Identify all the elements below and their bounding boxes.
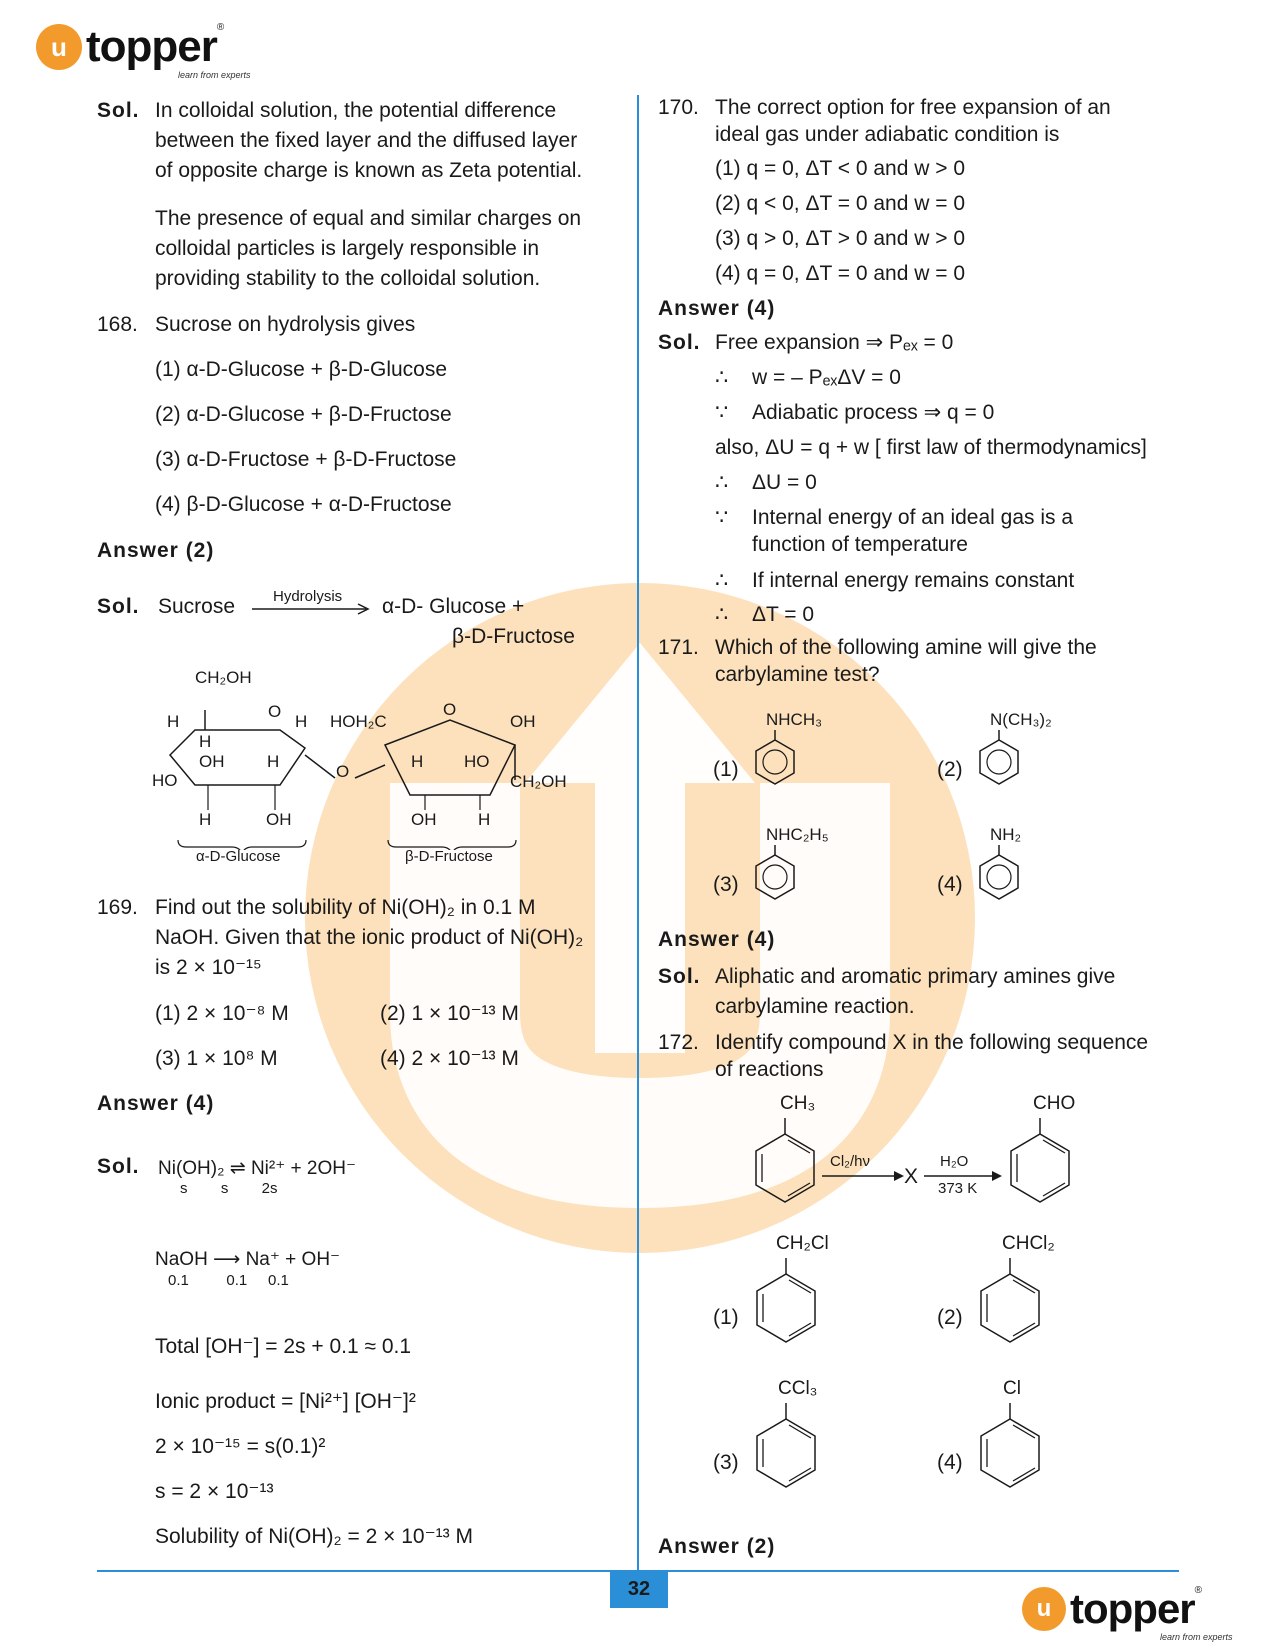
q170-option: (1) q = 0, ΔT < 0 and w > 0 bbox=[715, 157, 966, 180]
hydrolysis-label: Hydrolysis bbox=[273, 588, 343, 605]
q171-sol-label: Sol. bbox=[658, 965, 701, 988]
q171-number: 171. bbox=[658, 636, 699, 659]
therefore-symbol: ∴ bbox=[715, 366, 729, 389]
q169-eq2-sub: 0.1 0.1 0.1 bbox=[168, 1272, 289, 1289]
glc-h2: H bbox=[295, 712, 308, 731]
q170-line: ideal gas under adiabatic condition is bbox=[715, 123, 1060, 146]
glc-h4: H bbox=[267, 752, 280, 771]
q171-answer: Answer (4) bbox=[658, 928, 776, 951]
column-divider bbox=[637, 95, 639, 1585]
fructose-caption: β-D-Fructose bbox=[405, 848, 493, 865]
therefore-symbol: ∴ bbox=[715, 471, 729, 494]
q172-option-sub: CCl₃ bbox=[778, 1378, 818, 1399]
q171-line: Which of the following amine will give the bbox=[715, 636, 1097, 659]
because-symbol: ∵ bbox=[715, 401, 729, 424]
q170-l6a: Internal energy of an ideal gas is a bbox=[752, 506, 1074, 529]
benzene-ring-icon bbox=[750, 1118, 820, 1208]
q171-label: (1) bbox=[713, 758, 739, 781]
benzene-ring-icon bbox=[976, 730, 1022, 786]
q169-calc1: 2 × 10⁻¹⁵ = s(0.1)² bbox=[155, 1435, 326, 1458]
q172-option-sub: CH₂Cl bbox=[776, 1233, 829, 1254]
header-logo bbox=[36, 22, 224, 72]
q170-l4: also, ΔU = q + w [ first law of thermodynamics] bbox=[715, 436, 1147, 459]
q172-answer: Answer (2) bbox=[658, 1535, 776, 1558]
logo-word: topper bbox=[1070, 1585, 1195, 1632]
benzene-ring-icon bbox=[976, 845, 1022, 901]
q171-sub: N(CH₃)₂ bbox=[990, 710, 1052, 729]
benzene-ring-icon bbox=[752, 730, 798, 786]
glc-oh1: OH bbox=[199, 752, 225, 771]
therefore-symbol: ∴ bbox=[715, 603, 729, 626]
glc-h5: H bbox=[199, 810, 212, 829]
benzene-ring-icon bbox=[975, 1403, 1045, 1493]
stability-line: colloidal particles is largely responsible in bbox=[155, 237, 540, 260]
q169-answer: Answer (4) bbox=[97, 1092, 215, 1115]
logo-word: topper bbox=[86, 22, 217, 71]
product-fructose: β-D-Fructose bbox=[452, 625, 575, 648]
fru-h1: H bbox=[411, 752, 424, 771]
glc-ch2oh: CH₂OH bbox=[195, 668, 252, 687]
q169-line: NaOH. Given that the ionic product of Ni(OH)₂ bbox=[155, 926, 584, 949]
q169-ionic: Ionic product = [Ni²⁺] [OH⁻]² bbox=[155, 1390, 416, 1413]
q170-l8: ΔT = 0 bbox=[752, 603, 815, 626]
glc-oh2: OH bbox=[266, 810, 292, 829]
hydrolysis-arrow bbox=[252, 602, 374, 616]
logo-tagline: learn from experts bbox=[1160, 1632, 1233, 1642]
page-number-box bbox=[610, 1570, 668, 1608]
fru-hoh2c: HOH₂C bbox=[330, 712, 387, 731]
fru-h2: H bbox=[478, 810, 491, 829]
product-glucose: α-D- Glucose + bbox=[382, 595, 525, 618]
q172-line: Identify compound X in the following sequence bbox=[715, 1031, 1149, 1054]
fru-o: O bbox=[443, 700, 457, 719]
q169-line: Find out the solubility of Ni(OH)₂ in 0.1 M bbox=[155, 896, 536, 919]
benzene-ring-icon bbox=[751, 1258, 821, 1348]
q168-sol-label: Sol. bbox=[97, 595, 140, 618]
q170-l7: If internal energy remains constant bbox=[752, 569, 1075, 592]
q169-line: is 2 × 10⁻¹⁵ bbox=[155, 956, 262, 979]
zeta-line: In colloidal solution, the potential difference bbox=[155, 99, 557, 122]
q169-total: Total [OH⁻] = 2s + 0.1 ≈ 0.1 bbox=[155, 1335, 412, 1358]
q171-sub: NH₂ bbox=[990, 825, 1022, 844]
q169-eq1: Ni(OH)₂ ⇌ Ni²⁺ + 2OH⁻ bbox=[158, 1158, 356, 1179]
q169-calc2: s = 2 × 10⁻¹³ bbox=[155, 1480, 274, 1503]
q172-option-sub: Cl bbox=[1003, 1378, 1021, 1399]
q171-sol-line: carbylamine reaction. bbox=[715, 995, 915, 1018]
q171-label: (3) bbox=[713, 873, 739, 896]
fru-ch2oh: CH₂OH bbox=[510, 772, 567, 791]
fru-oh1: OH bbox=[510, 712, 536, 731]
q169-eq2: NaOH ⟶ Na⁺ + OH⁻ bbox=[155, 1249, 341, 1270]
therefore-symbol: ∴ bbox=[715, 569, 729, 592]
q169-eq1-sub: s s 2s bbox=[180, 1180, 278, 1197]
q172-number: 172. bbox=[658, 1031, 699, 1054]
glucose-caption: α-D-Glucose bbox=[196, 848, 281, 865]
q172-reagent2b: 373 K bbox=[938, 1180, 978, 1197]
q170-l3: Adiabatic process ⇒ q = 0 bbox=[752, 401, 995, 424]
zeta-line: of opposite charge is known as Zeta potential. bbox=[155, 159, 583, 182]
stability-line: providing stability to the colloidal solution. bbox=[155, 267, 541, 290]
q172-option-sub: CHCl₂ bbox=[1002, 1233, 1055, 1254]
glc-bridge-o: O bbox=[336, 762, 350, 781]
glc-h1: H bbox=[167, 712, 180, 731]
q170-sol1: Free expansion ⇒ Pₑₓ = 0 bbox=[715, 331, 954, 354]
q168-option: (1) α-D-Glucose + β-D-Glucose bbox=[155, 358, 448, 381]
q172-product-sub: CHO bbox=[1033, 1093, 1076, 1114]
glc-h3: H bbox=[199, 732, 212, 751]
q170-l2: w = – PₑₓΔV = 0 bbox=[752, 366, 901, 389]
benzene-ring-icon bbox=[975, 1258, 1045, 1348]
q170-line: The correct option for free expansion of an bbox=[715, 96, 1111, 119]
q169-number: 169. bbox=[97, 896, 138, 919]
q168-answer: Answer (2) bbox=[97, 539, 215, 562]
q170-option: (4) q = 0, ΔT = 0 and w = 0 bbox=[715, 262, 966, 285]
q168-option: (4) β-D-Glucose + α-D-Fructose bbox=[155, 493, 452, 516]
q168-option: (2) α-D-Glucose + β-D-Fructose bbox=[155, 403, 452, 426]
q170-option: (2) q < 0, ΔT = 0 and w = 0 bbox=[715, 192, 966, 215]
stability-line: The presence of equal and similar charges on bbox=[155, 207, 582, 230]
sol-label: Sol. bbox=[97, 99, 140, 122]
logo-reg: ® bbox=[216, 22, 225, 33]
reaction-arrow bbox=[822, 1170, 906, 1182]
logo-reg: ® bbox=[1194, 1585, 1203, 1596]
q172-label: (3) bbox=[713, 1451, 739, 1474]
q168-text: Sucrose on hydrolysis gives bbox=[155, 313, 416, 336]
footer-logo bbox=[1022, 1585, 1202, 1633]
q169-solubility: Solubility of Ni(OH)₂ = 2 × 10⁻¹³ M bbox=[155, 1525, 473, 1548]
q172-reactant-sub: CH₃ bbox=[780, 1093, 816, 1114]
q168-number: 168. bbox=[97, 313, 138, 336]
q169-option: (4) 2 × 10⁻¹³ M bbox=[380, 1047, 519, 1070]
q170-number: 170. bbox=[658, 96, 699, 119]
q168-option: (3) α-D-Fructose + β-D-Fructose bbox=[155, 448, 457, 471]
logo-tagline: learn from experts bbox=[178, 70, 251, 80]
q169-option: (1) 2 × 10⁻⁸ M bbox=[155, 1002, 289, 1025]
q169-sol-label: Sol. bbox=[97, 1155, 140, 1178]
zeta-line: between the fixed layer and the diffused layer bbox=[155, 129, 578, 152]
logo-u-icon: u bbox=[1022, 1587, 1066, 1631]
because-symbol: ∵ bbox=[715, 506, 729, 529]
q169-option: (3) 1 × 10⁸ M bbox=[155, 1047, 278, 1070]
q172-label: (4) bbox=[937, 1451, 963, 1474]
sucrose-word: Sucrose bbox=[158, 595, 236, 618]
q172-reagent2a: H₂O bbox=[940, 1153, 969, 1170]
q171-sub: NHC₂H₅ bbox=[766, 825, 829, 844]
fru-ho: HO bbox=[464, 752, 490, 771]
glc-ho: HO bbox=[152, 771, 178, 790]
q170-l6b: function of temperature bbox=[752, 533, 968, 556]
glc-o: O bbox=[268, 702, 282, 721]
q171-line: carbylamine test? bbox=[715, 663, 880, 686]
q172-label: (2) bbox=[937, 1306, 963, 1329]
benzene-ring-icon bbox=[1005, 1118, 1075, 1208]
q170-sol-label: Sol. bbox=[658, 331, 701, 354]
benzene-ring-icon bbox=[752, 845, 798, 901]
q172-reagent1: Cl₂/hν bbox=[830, 1153, 870, 1170]
q172-line: of reactions bbox=[715, 1058, 824, 1081]
q171-sol-line: Aliphatic and aromatic primary amines give bbox=[715, 965, 1116, 988]
q172-x: X bbox=[904, 1165, 919, 1188]
q170-l5: ΔU = 0 bbox=[752, 471, 817, 494]
q170-option: (3) q > 0, ΔT > 0 and w > 0 bbox=[715, 227, 966, 250]
benzene-ring-icon bbox=[751, 1403, 821, 1493]
q171-label: (2) bbox=[937, 758, 963, 781]
fru-oh2: OH bbox=[411, 810, 437, 829]
q171-sub: NHCH₃ bbox=[766, 710, 823, 729]
q172-label: (1) bbox=[713, 1306, 739, 1329]
q171-label: (4) bbox=[937, 873, 963, 896]
q170-answer: Answer (4) bbox=[658, 297, 776, 320]
logo-u-icon: u bbox=[36, 24, 82, 70]
q169-option: (2) 1 × 10⁻¹³ M bbox=[380, 1002, 519, 1025]
page-number: 32 bbox=[627, 1577, 651, 1600]
